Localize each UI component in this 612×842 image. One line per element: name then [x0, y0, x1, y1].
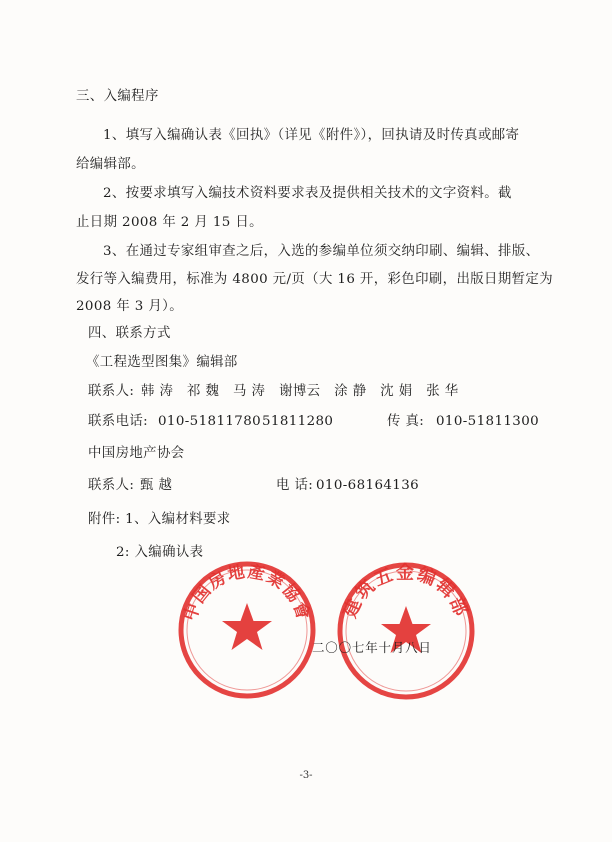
contact-2-name: 甄 越 [140, 478, 173, 493]
contacts-label: 联系人: [88, 384, 135, 399]
section-3-heading: 三、入编程序 [76, 89, 159, 104]
contacts-names: 韩 涛 祁 魏 马 涛 谢博云 涂 静 沈 娟 张 华 [141, 384, 459, 399]
item-2-line-1: 2、按要求填写入编技术资料要求表及提供相关技术的文字资料。截 [103, 186, 512, 201]
item-1-line-1: 1、填写入编确认表《回执》（详见《附件》），回执请及时传真或邮寄 [103, 128, 520, 143]
phone-2-label: 电 话: [276, 478, 314, 493]
org-editorial-dept: 《工程选型图集》编辑部 [86, 355, 238, 370]
svg-text:中国房地產業協會: 中国房地產業協會 [180, 562, 314, 624]
section-4-heading: 四、联系方式 [88, 326, 171, 341]
issue-date: 二〇〇七年十月八日 [312, 640, 432, 655]
phone-2-value: 010-68164136 [316, 478, 420, 493]
phone-1: 010-51811780 [158, 414, 262, 429]
item-3-line-2: 发行等入编费用，标准为 4800 元/页（大 16 开，彩色印刷，出版日期暂定为 [76, 272, 553, 287]
fax-number: 010-51811300 [436, 414, 540, 429]
fax-label: 传 真: [387, 414, 425, 429]
phone-2: 51811280 [262, 414, 334, 429]
item-3-line-3: 2008 年 3 月）。 [76, 299, 184, 314]
contact-2-label: 联系人: [88, 478, 135, 493]
attachments-line-2: 2: 入编确认表 [116, 545, 204, 560]
org-real-estate-assoc: 中国房地产协会 [88, 446, 185, 461]
svg-text:建筑五金编辑部: 建筑五金编辑部 [339, 562, 473, 621]
right-seal [331, 556, 481, 706]
phone-label: 联系电话: [88, 414, 149, 429]
left-seal [172, 555, 322, 705]
item-2-line-2: 止日期 2008 年 2 月 15 日。 [76, 215, 263, 230]
item-3-line-1: 3、在通过专家组审查之后，入选的参编单位须交纳印刷、编辑、排版、 [103, 244, 540, 259]
attachments-line-1: 附件: 1、入编材料要求 [88, 512, 231, 527]
page-number: -3- [299, 770, 313, 781]
item-1-line-2: 给编辑部。 [76, 157, 145, 172]
